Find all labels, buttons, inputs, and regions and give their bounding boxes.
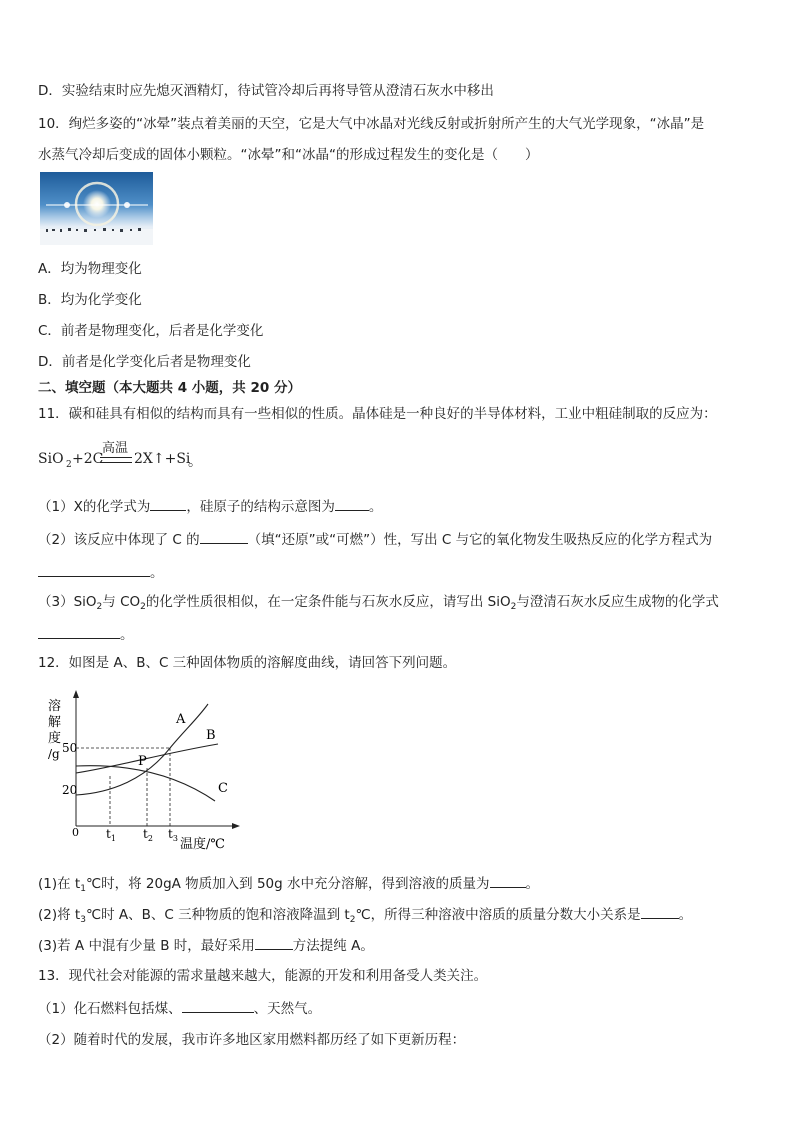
q13-stem: 13．现代社会对能源的需求量越来越大，能源的开发和利用备受人类关注。 (38, 968, 488, 984)
eq-reactant-c: +2C (72, 451, 104, 467)
q12-p2-text-c: ℃，所得三种溶液中溶质的质量分数大小关系是 (355, 907, 641, 923)
q13-part1 (38, 998, 321, 1019)
q12-part3 (38, 935, 374, 956)
q10-stem-line2: 水蒸气冷却后变成的固体小颗粒。“冰晕”和“冰晶“的形成过程发生的变化是（ ） (38, 147, 539, 163)
q11-stem: 11．碳和硅具有相似的结构而具有一些相似的性质。晶体硅是一种良好的半导体材料，工业中粗硅制取的反应为： (38, 406, 717, 422)
q10-option-b: B．均为化学变化 (38, 292, 142, 308)
q11-p3-text-d: 与澄清石灰水反应生成物的化学式 (516, 594, 719, 610)
q11-p3-text-a: （3）SiO (38, 594, 97, 610)
q9-option-d: D．实验结束时应先熄灭酒精灯，待试管冷却后再将导管从澄清石灰水中移出 (38, 83, 494, 99)
q12-p2-sub1: 3 (80, 915, 86, 925)
q11-p3-text-c: 的化学性质很相似，在一定条件能与石灰水反应，请写出 SiO (145, 594, 511, 610)
q13-p1-text-a: （1）化石燃料包括煤、 (38, 1001, 182, 1017)
q12-p2-text-d: 。 (678, 907, 693, 923)
eq-reactant-sub: 2 (66, 460, 72, 470)
q11-part2-answer-line (38, 562, 164, 583)
q11-p2-text-c: 。 (150, 565, 164, 581)
q12-p1-text-b: ℃时，将 20gA 物质加入到 50g 水中充分溶解，得到溶液的质量为 (85, 876, 490, 892)
q11-p3-sub1: 2 (96, 602, 103, 612)
series-label-c: C (218, 781, 228, 796)
q13-p1-text-b: 、天然气。 (253, 1001, 322, 1017)
eq-equals-sign (100, 457, 132, 463)
solubility-chart (40, 688, 260, 853)
ylabel-char-3: 度 (48, 731, 62, 746)
answer-blank-equation[interactable] (38, 562, 150, 577)
eq-condition: 高温 (102, 441, 129, 456)
eq-products: 2X↑+Si (134, 451, 191, 467)
q11-p1-text-c: 。 (368, 499, 383, 515)
q12-part2 (38, 904, 692, 930)
q12-p2-text-b: ℃时 A、B、C 三种物质的饱和溶液降温到 t (85, 907, 350, 923)
answer-blank-product-formula[interactable] (38, 624, 120, 639)
q12-p1-sub: 1 (80, 884, 86, 894)
q10-option-a: A．均为物理变化 (38, 261, 142, 277)
curve-c (76, 766, 215, 801)
q11-p1-text-b: ，硅原子的结构示意图为 (186, 499, 335, 515)
ylabel-char-1: 溶 (48, 699, 62, 714)
q11-p3-sub2: 2 (140, 602, 146, 612)
eq-end: 。 (188, 454, 202, 470)
x-axis-arrow (232, 823, 240, 829)
answer-blank-x-formula[interactable] (150, 496, 186, 511)
ylabel-char-2: 解 (48, 715, 62, 730)
q11-p3-sub3: 2 (510, 602, 517, 612)
ytick-20: 20 (62, 783, 78, 797)
intersection-label-p: P (138, 754, 147, 769)
ytick-50: 50 (62, 741, 78, 755)
q10-option-c: C．前者是物理变化，后者是化学变化 (38, 323, 264, 339)
xtick-t2: $t_2$ (143, 827, 153, 843)
halo-photo (40, 172, 153, 245)
answer-blank-structure[interactable] (335, 496, 369, 511)
q11-part2 (38, 529, 712, 550)
xtick-t3: $t_3$ (168, 827, 178, 843)
ylabel-unit: /g (48, 747, 60, 761)
series-label-a: A (176, 712, 186, 727)
answer-blank-solution-mass[interactable] (490, 873, 526, 888)
q13-part2: （2）随着时代的发展，我市许多地区家用燃料都历经了如下更新历程： (38, 1032, 466, 1048)
q12-part1 (38, 873, 539, 899)
q12-p1-text-a: (1)在 t (38, 876, 81, 892)
q11-p2-text-b: （填“还原”或“可燃”）性，写出 C 与它的氧化物发生吸热反应的化学方程式为 (247, 532, 713, 548)
q11-p3-text-b: 与 CO (102, 594, 141, 610)
answer-blank-method[interactable] (255, 935, 293, 950)
xlabel: 温度/℃ (180, 837, 225, 852)
xtick-t1: $t_1$ (106, 827, 116, 843)
q10-stem-line1: 10．绚烂多姿的“冰晕”装点着美丽的天空，它是大气中冰晶对光线反射或折射所产生的大气光学现象，“冰晶”是 (38, 116, 705, 132)
q12-stem: 12．如图是 A、B、C 三种固体物质的溶解度曲线，请回答下列问题。 (38, 655, 457, 671)
answer-blank-property[interactable] (200, 529, 248, 544)
q12-p1-text-c: 。 (525, 876, 540, 892)
q10-option-d: D．前者是化学变化后者是物理变化 (38, 354, 251, 370)
answer-blank-fossil-fuel[interactable] (182, 998, 254, 1013)
series-label-b: B (206, 728, 216, 743)
q12-p2-sub2: 2 (349, 915, 356, 925)
q12-p3-text-a: (3)若 A 中混有少量 B 时，最好采用 (38, 938, 255, 954)
q11-part3-answer-line (38, 624, 134, 645)
q12-p2-text-a: (2)将 t (38, 907, 81, 923)
q12-p3-text-b: 方法提纯 A。 (292, 938, 374, 954)
origin-label: 0 (72, 826, 79, 839)
q11-p2-text-a: （2）该反应中体现了 C 的 (38, 532, 200, 548)
q11-p3-text-e: 。 (120, 627, 134, 643)
q11-part3 (38, 592, 719, 617)
q11-part1 (38, 496, 382, 517)
q11-p1-text-a: （1）X的化学式为 (38, 499, 151, 515)
y-axis-arrow (73, 690, 79, 698)
section-heading: 二、填空题（本大题共 4 小题，共 20 分） (38, 380, 301, 396)
eq-reactant-sio: SiO (38, 451, 64, 467)
answer-blank-mass-fraction[interactable] (641, 904, 679, 919)
